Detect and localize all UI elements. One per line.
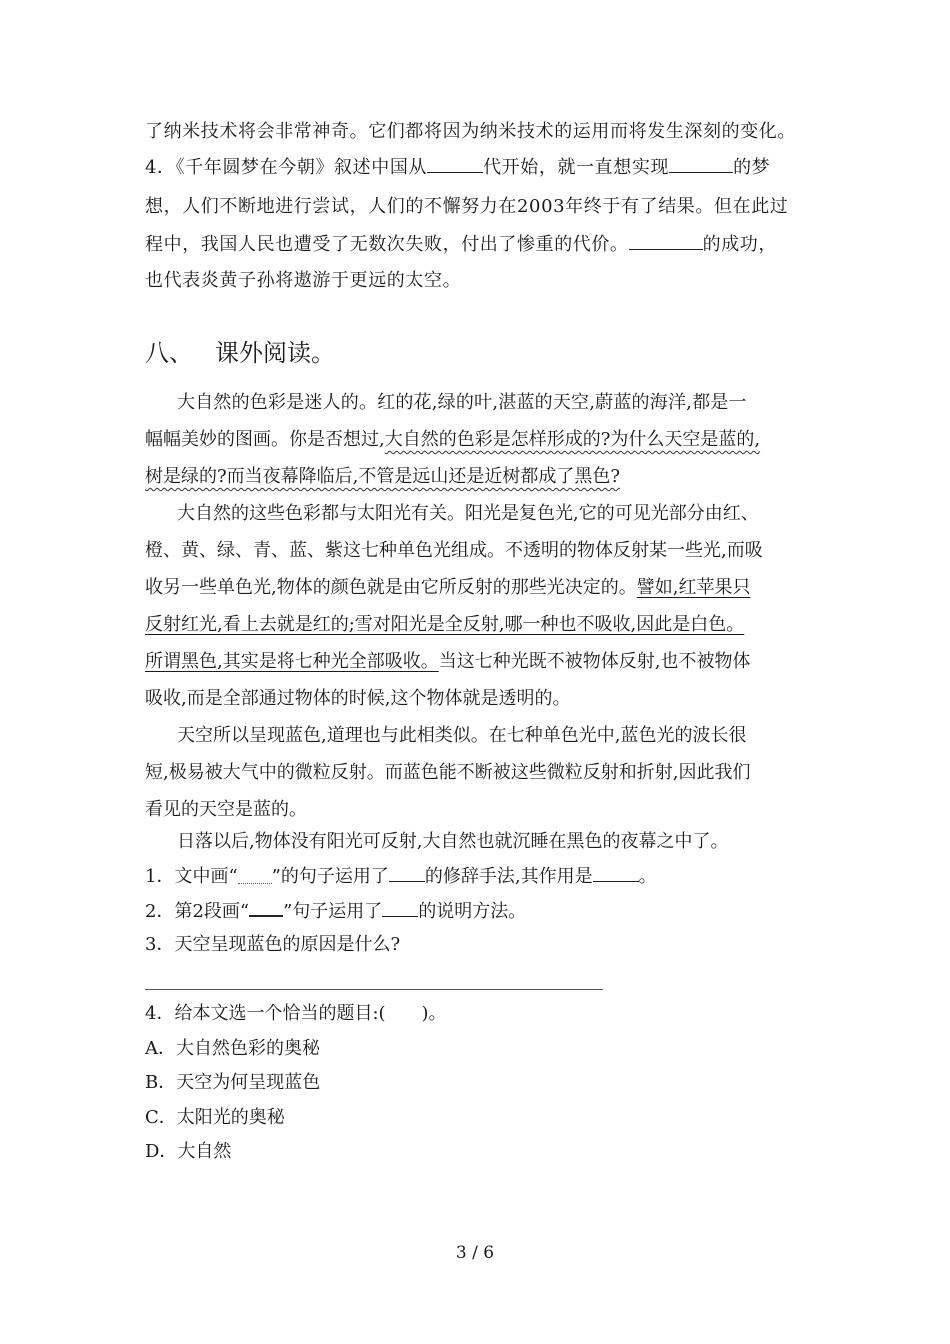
text-segment: 的说明方法。 bbox=[418, 901, 527, 922]
page-number: 3 / 6 bbox=[455, 1243, 495, 1263]
passage-line: 大自然的这些色彩都与太阳光有关。阳光是复色光,它的可见光部分由红、 bbox=[177, 503, 759, 524]
solid-line-sample bbox=[249, 900, 283, 917]
passage-line bbox=[145, 614, 744, 636]
text-segment: 幅幅美妙的图画。你是否想过, bbox=[145, 429, 385, 450]
text-segment: ”的句子运用了 bbox=[271, 866, 389, 887]
text-segment: 4．《千年圆梦在今朝》叙述中国从 bbox=[145, 157, 428, 178]
section-title: 课外阅读。 bbox=[215, 339, 335, 367]
text-line: 了纳米技术将会非常神奇。它们都将因为纳米技术的运用而将发生深刻的变化。 bbox=[145, 121, 796, 142]
section-number: 八、 bbox=[145, 339, 193, 367]
wavy-underlined-text: 大自然的色彩是怎样形成的?为什么天空是蓝的, bbox=[384, 429, 761, 450]
text-segment: 。 bbox=[638, 866, 657, 887]
underlined-text: 所谓黑色,其实是将七种光全部吸收。 bbox=[145, 651, 439, 672]
passage-line: 大自然的色彩是迷人的。红的花,绿的叶,湛蓝的天空,蔚蓝的海洋,都是一 bbox=[177, 392, 747, 413]
question-4-line bbox=[145, 156, 770, 179]
option-b[interactable]: B．天空为何呈现蓝色 bbox=[145, 1072, 321, 1093]
answer-line[interactable] bbox=[145, 989, 603, 990]
passage-line: 橙、黄、绿、青、蓝、紫这七种单色光组成。不透明的物体反射某一些光,而吸 bbox=[145, 540, 763, 561]
passage-line: 吸收,而是全部通过物体的时候,这个物体就是透明的。 bbox=[145, 688, 571, 709]
text-segment: 1．文中画“ bbox=[145, 866, 238, 887]
text-segment: 当这七种光既不被物体反射,也不被物体 bbox=[438, 651, 751, 672]
question-2 bbox=[145, 900, 526, 923]
text-segment: 的梦 bbox=[733, 157, 771, 178]
passage-line: 天空所以呈现蓝色,道理也与此相类似。在七种单色光中,蓝色光的波长很 bbox=[177, 725, 747, 746]
text-segment: 程中，我国人民也遭受了无数次失败，付出了惨重的代价。 bbox=[145, 234, 629, 255]
text-segment: ”句子运用了 bbox=[283, 901, 383, 922]
passage-line bbox=[145, 429, 760, 451]
passage-line: 日落以后,物体没有阳光可反射,大自然也就沉睡在黑色的夜幕之中了。 bbox=[177, 831, 729, 852]
option-a[interactable]: A．大自然色彩的奥秘 bbox=[145, 1038, 320, 1059]
underlined-text: 譬如,红苹果只 bbox=[636, 577, 751, 598]
passage-line bbox=[145, 466, 620, 488]
question-1 bbox=[145, 865, 657, 888]
option-c[interactable]: C．太阳光的奥秘 bbox=[145, 1107, 285, 1128]
passage-line: 看见的天空是蓝的。 bbox=[145, 799, 307, 820]
text-segment: 收另一些单色光,物体的颜色就是由它所反射的那些光决定的。 bbox=[145, 577, 637, 598]
text-segment: 的成功， bbox=[702, 234, 778, 255]
text-segment: 代开始，就一直想实现 bbox=[483, 157, 670, 178]
wavy-line-sample bbox=[238, 871, 272, 884]
answer-blank[interactable] bbox=[669, 156, 733, 173]
section-heading bbox=[145, 338, 335, 368]
wavy-underlined-text: 树是绿的?而当夜幕降临后,不管是远山还是近树都成了黑色? bbox=[145, 466, 621, 487]
passage-line bbox=[145, 577, 750, 599]
question-4: 4．给本文选一个恰当的题目:( )。 bbox=[145, 1003, 447, 1024]
passage-line: 短,极易被大气中的微粒反射。而蓝色能不断被这些微粒反射和折射,因此我们 bbox=[145, 762, 751, 783]
question-3: 3．天空呈现蓝色的原因是什么? bbox=[145, 934, 401, 955]
text-line: 也代表炎黄子孙将遨游于更远的太空。 bbox=[145, 270, 462, 291]
passage-line bbox=[145, 651, 750, 673]
answer-blank[interactable] bbox=[427, 156, 483, 173]
text-segment: 的修辞手法,其作用是 bbox=[424, 866, 593, 887]
answer-blank[interactable] bbox=[382, 900, 418, 917]
underlined-text: 反射红光,看上去就是红的;雪对阳光是全反射,哪一种也不吸收,因此是白色。 bbox=[145, 614, 745, 635]
text-line: 想，人们不断地进行尝试，人们的不懈努力在2003年终于有了结果。但在此过 bbox=[145, 196, 789, 217]
option-d[interactable]: D．大自然 bbox=[145, 1141, 232, 1162]
text-segment: 2．第2段画“ bbox=[145, 901, 250, 922]
answer-blank[interactable] bbox=[593, 865, 639, 882]
answer-blank[interactable] bbox=[629, 233, 703, 250]
text-line bbox=[145, 233, 777, 256]
answer-blank[interactable] bbox=[389, 865, 425, 882]
